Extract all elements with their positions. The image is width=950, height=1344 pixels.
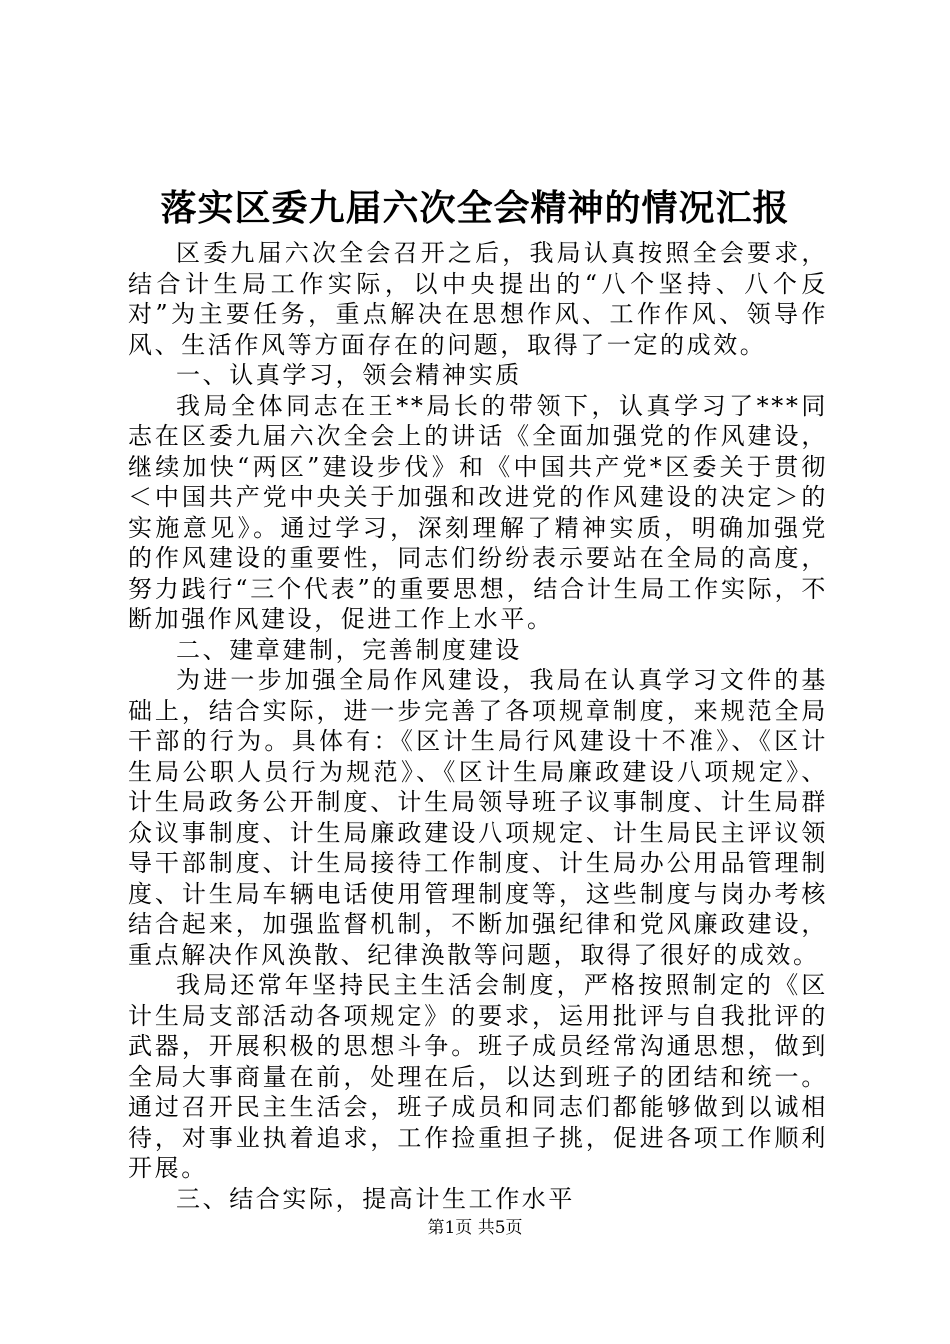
section-heading: 二、建章建制，完善制度建设	[176, 635, 522, 664]
document-body	[128, 238, 828, 1214]
intro-paragraph: 区委九届六次全会召开之后，我局认真按照全会要求，结合计生局工作实际，以中央提出的“八个坚持、八个反对”为主要任务，重点解决在思想作风、工作作风、领导作风、生活作风等方面存在的问题，取得了一定的成效。	[128, 239, 828, 359]
document-title: 落实区委九届六次全会精神的情况汇报	[160, 187, 790, 229]
body-paragraph: 我局还常年坚持民主生活会制度，严格按照制定的《区计生局支部活动各项规定》的要求，运用批评与自我批评的武器，开展积极的思想斗争。班子成员经常沟通思想，做到全局大事商量在前，处理在后，以达到班子的团结和统一。通过召开民主生活会，班子成员和同志们都能够做到以诚相待，对事业执着追求，工作捡重担子挑，促进各项工作顺利开展。	[128, 971, 828, 1182]
section-heading: 一、认真学习，领会精神实质	[176, 361, 522, 389]
page-footer: 第1页 共5页	[427, 1218, 523, 1238]
section-heading: 三、结合实际，提高计生工作水平	[176, 1184, 575, 1213]
body-paragraph: 我局全体同志在王**局长的带领下，认真学习了***同志在区委九届六次全会上的讲话《全面加强党的作风建设，继续加快“两区”建设步伐》和《中国共产党*区委关于贯彻＜中国共产党中央关于加强和改进党的作风建设的决定＞的实施意见》。通过学习，深刻理解了精神实质，明确加强党的作风建设的重要性，同志们纷纷表示要站在全局的高度，努力践行“三个代表”的重要思想，结合计生局工作实际，不断加强作风建设，促进工作上水平。	[128, 391, 828, 633]
body-paragraph: 为进一步加强全局作风建设，我局在认真学习文件的基础上，结合实际，进一步完善了各项规章制度，来规范全局干部的行为。具体有：《区计生局行风建设十不准》、《区计生局公职人员行为规范》、《区计生局廉政建设八项规定》、计生局政务公开制度、计生局领导班子议事制度、计生局群众议事制度、计生局廉政建设八项规定、计生局民主评议领导干部制度、计生局接待工作制度、计生局办公用品管理制度、计生局车辆电话使用管理制度等，这些制度与岗办考核结合起来，加强监督机制，不断加强纪律和党风廉政建设，重点解决作风涣散、纪律涣散等问题，取得了很好的成效。	[128, 666, 828, 969]
